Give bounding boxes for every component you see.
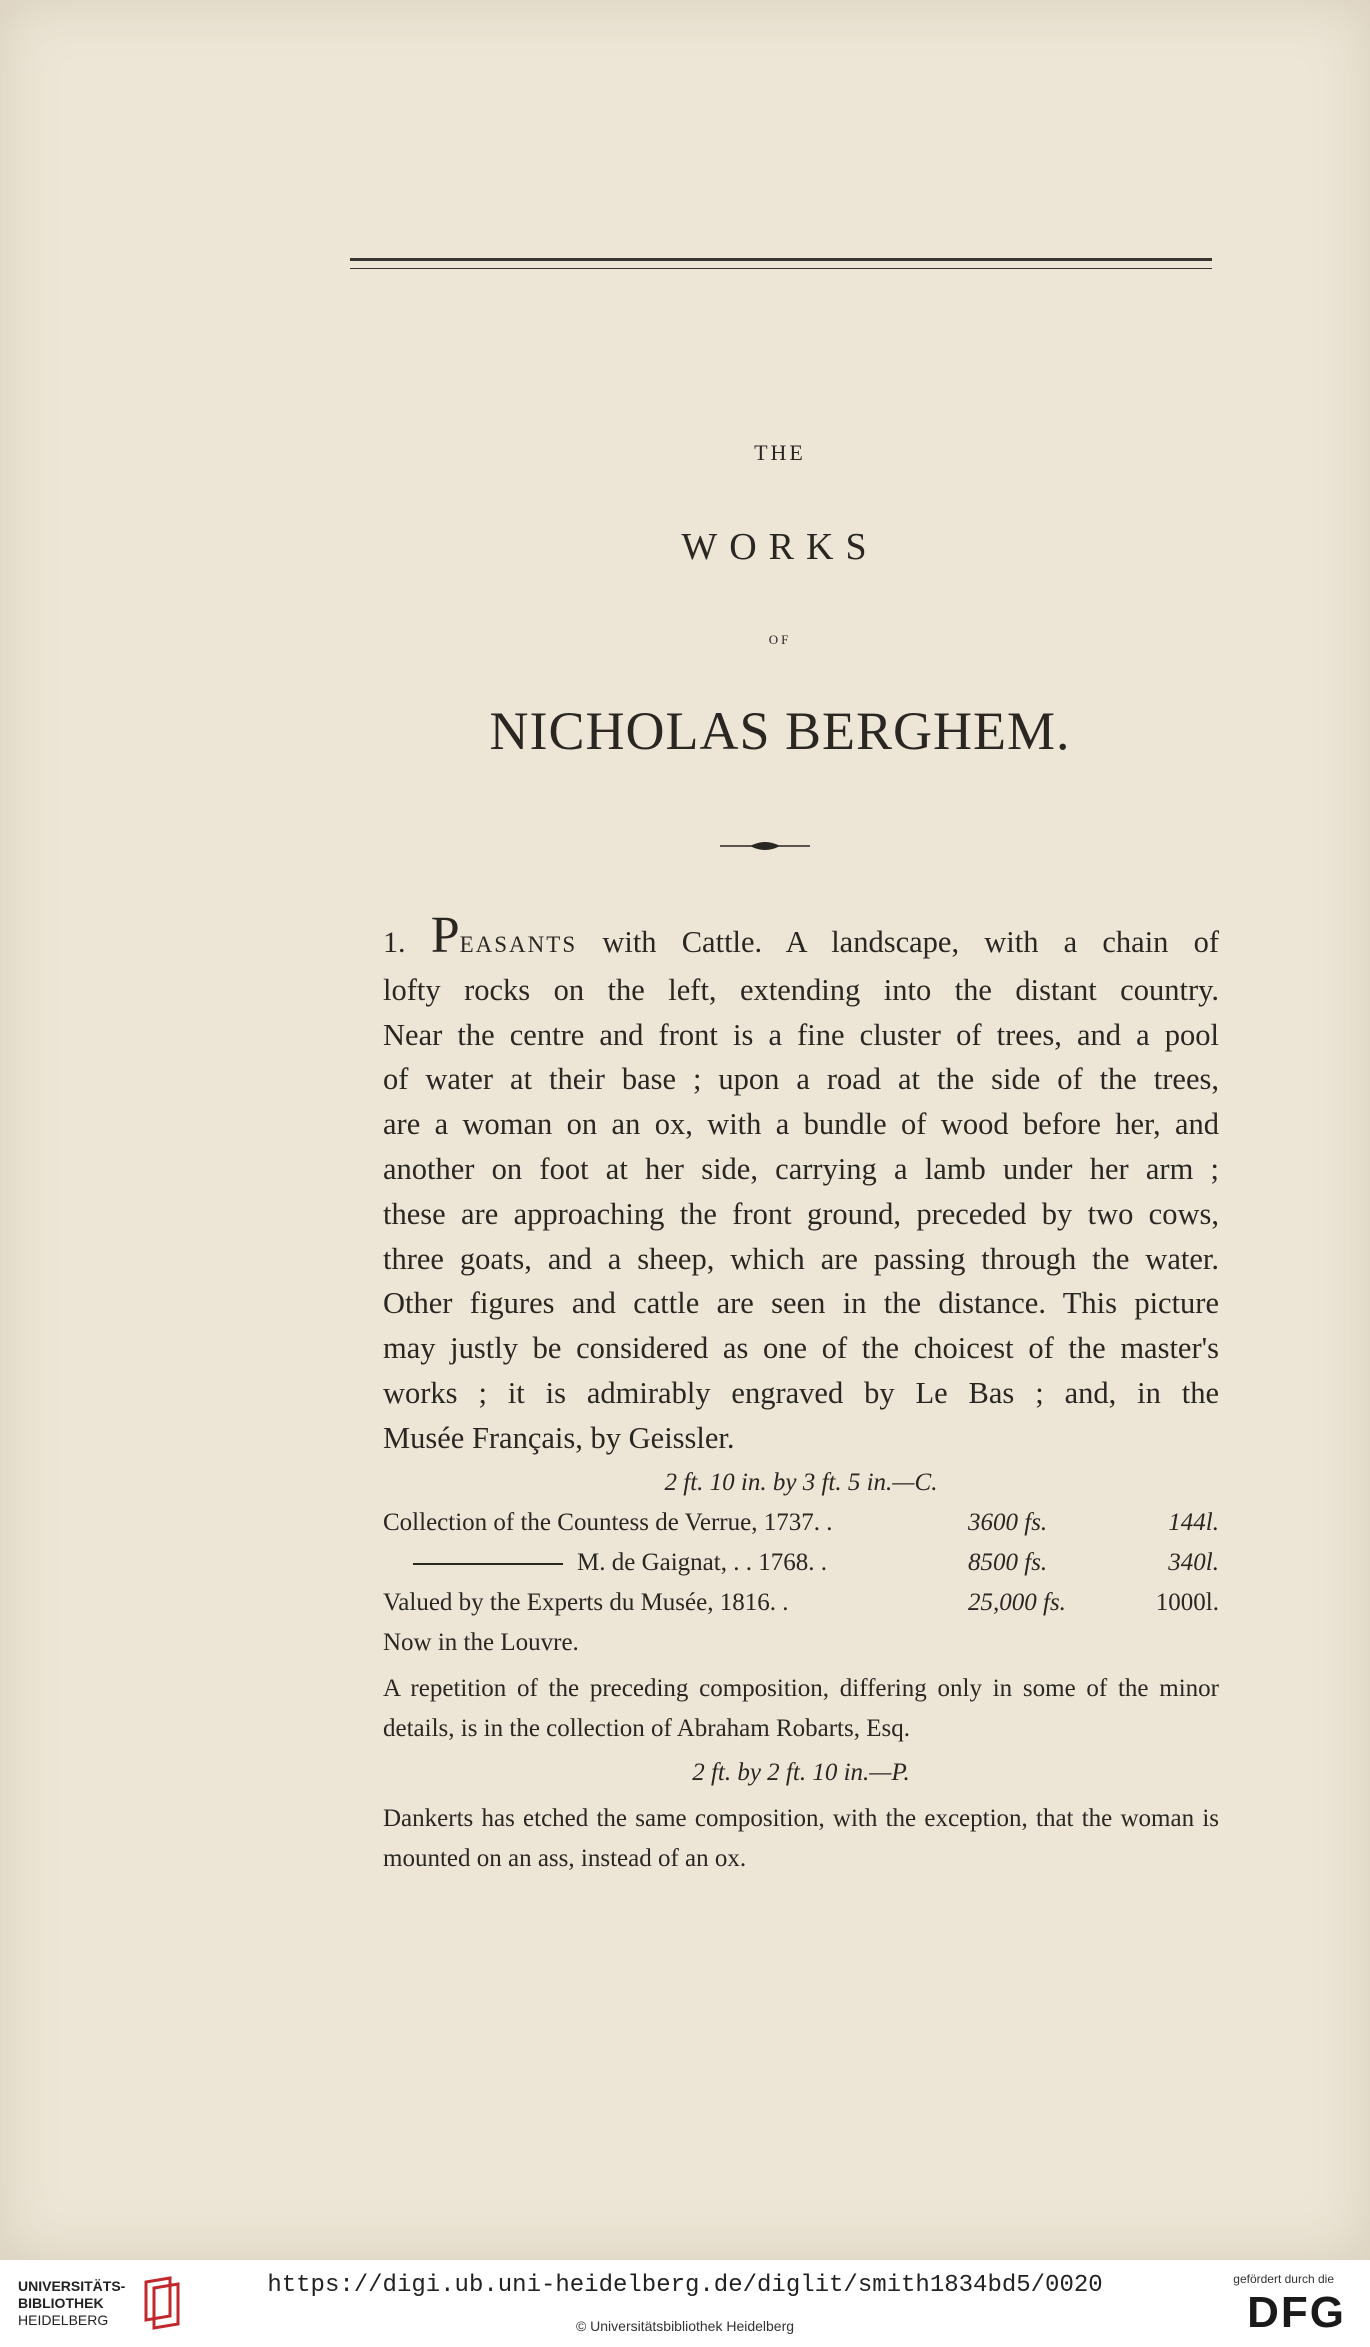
library-name-line3: HEIDELBERG: [18, 2312, 109, 2328]
entry-line: Other figures and cattle are seen in the distance. This picture: [383, 1286, 1219, 1321]
entry-line: of water at their base ; upon a road at the side of the trees,: [383, 1062, 1219, 1097]
entry-location: Now in the Louvre.: [383, 1628, 579, 1656]
entry-line: Near the centre and front is a fine cluster of trees, and a pool: [383, 1017, 1219, 1052]
entry-title-rest: EASANTS: [459, 932, 578, 957]
sale-description: Valued by the Experts du Musée, 1816. .: [383, 1588, 789, 1616]
sale-price-francs: 25,000 fs.: [968, 1588, 1066, 1616]
sale-price-pounds: 1000l.: [1155, 1588, 1219, 1616]
entry-number: 1.: [383, 926, 406, 959]
entry-dimensions: 2 ft. 10 in. by 3 ft. 5 in.—C.: [664, 1468, 938, 1496]
sale-price-pounds: 144l.: [1168, 1508, 1219, 1536]
repetition-dimensions: 2 ft. by 2 ft. 10 in.—P.: [692, 1758, 910, 1786]
sale-row: [383, 1543, 1219, 1583]
entry-line: Musée Français, by Geissler.: [383, 1420, 735, 1455]
entry-line: these are approaching the front ground, preceded by two cows,: [383, 1196, 1219, 1231]
heading-the: THE: [754, 440, 806, 465]
permalink-url[interactable]: https://digi.ub.uni-heidelberg.de/diglit/smith1834bd5/0020: [267, 2272, 1103, 2299]
library-name-line2: BIBLIOTHEK: [18, 2295, 104, 2311]
heading-of: OF: [768, 632, 792, 647]
heading-works: WORKS: [681, 526, 879, 568]
sale-row: [383, 1583, 1219, 1623]
entry-line: lofty rocks on the left, extending into the distant country.: [383, 972, 1219, 1007]
library-name-line1: UNIVERSITÄTS-: [18, 2278, 126, 2294]
repetition-note: A repetition of the preceding composition, differing only in some of the minor details, is in the collection of Abraham Robarts, Esq.: [383, 1674, 1219, 1742]
dankerts-note: Dankerts has etched the same composition, with the exception, that the woman is mounted on an ass, instead of an ox.: [383, 1804, 1219, 1872]
entry-line: another on foot at her side, carrying a lamb under her arm ;: [383, 1151, 1219, 1186]
sale-price-francs: 3600 fs.: [968, 1508, 1048, 1536]
sales-table: [383, 1503, 1219, 1623]
entry-line: may justly be considered as one of the choicest of the master's: [383, 1331, 1219, 1366]
sale-price-pounds: 340l.: [1168, 1548, 1219, 1576]
entry-line: with Cattle. A landscape, with a chain of: [602, 925, 1220, 959]
top-double-rule-thin: [350, 268, 1212, 269]
heading-artist-name: NICHOLAS BERGHEM.: [489, 701, 1071, 761]
copyright-notice: © Universitätsbibliothek Heidelberg: [575, 2318, 795, 2334]
catalogue-body: [383, 907, 1220, 1879]
ornament-divider-icon: [720, 838, 810, 854]
entry-line: works ; it is admirably engraved by Le Bas ; and, in the: [383, 1375, 1219, 1410]
funded-by-text: gefördert durch die: [1233, 2272, 1334, 2286]
entry-1-text: [383, 907, 1220, 1461]
sale-description: Collection of the Countess de Verrue, 1737. .: [383, 1508, 833, 1536]
top-double-rule-thick: [350, 258, 1212, 261]
entry-line: are a woman on an ox, with a bundle of wood before her, and: [383, 1107, 1219, 1142]
entry-line: three goats, and a sheep, which are passing through the water.: [383, 1241, 1219, 1276]
sale-row: [383, 1503, 1219, 1543]
ditto-dash: [413, 1563, 563, 1565]
sale-price-francs: 8500 fs.: [968, 1548, 1048, 1576]
entry-title-initial: P: [430, 907, 460, 964]
sale-description: M. de Gaignat, . . 1768. .: [577, 1548, 827, 1576]
dfg-logo[interactable]: DFG: [1247, 2288, 1346, 2337]
